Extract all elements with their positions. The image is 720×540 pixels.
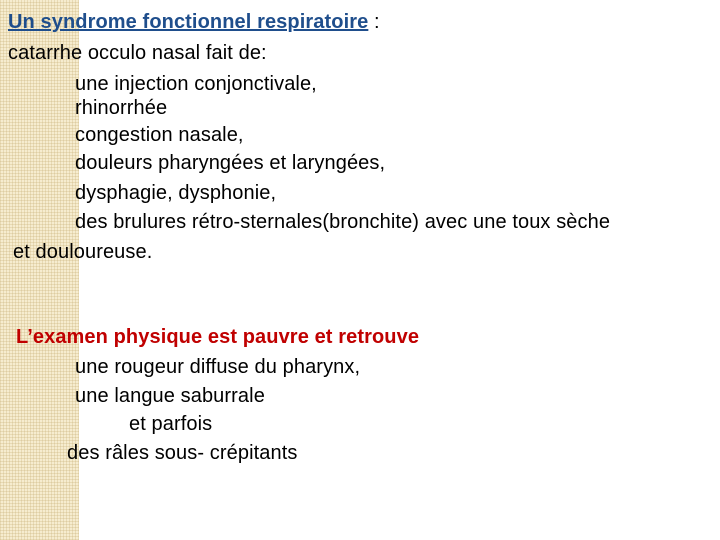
section2-item-3: et parfois <box>129 413 213 435</box>
section2-title: L’examen physique est pauvre et retrouve <box>16 326 420 348</box>
section1-item-6: des brulures rétro-sternales(bronchite) avec une toux sèche <box>75 211 611 233</box>
section1-item-5: dysphagie, dysphonie, <box>75 182 277 204</box>
section2-item-1: une rougeur diffuse du pharynx, <box>75 356 361 378</box>
section1-item-4: douleurs pharyngées et laryngées, <box>75 152 386 174</box>
section1-item-3: congestion nasale, <box>75 124 244 146</box>
section1-heading-line <box>8 10 380 34</box>
section1-title-suffix: : <box>368 11 380 33</box>
section2-item-4: des râles sous- crépitants <box>67 442 298 464</box>
section1-item-2: rhinorrhée <box>75 97 168 119</box>
section1-item-1: une injection conjonctivale, <box>75 73 317 95</box>
section2-item-2: une langue saburrale <box>75 385 265 407</box>
section1-continuation: et douloureuse. <box>13 241 153 263</box>
section1-intro: catarrhe occulo nasal fait de: <box>8 42 267 64</box>
section1-title-link[interactable]: Un syndrome fonctionnel respiratoire <box>8 11 369 33</box>
